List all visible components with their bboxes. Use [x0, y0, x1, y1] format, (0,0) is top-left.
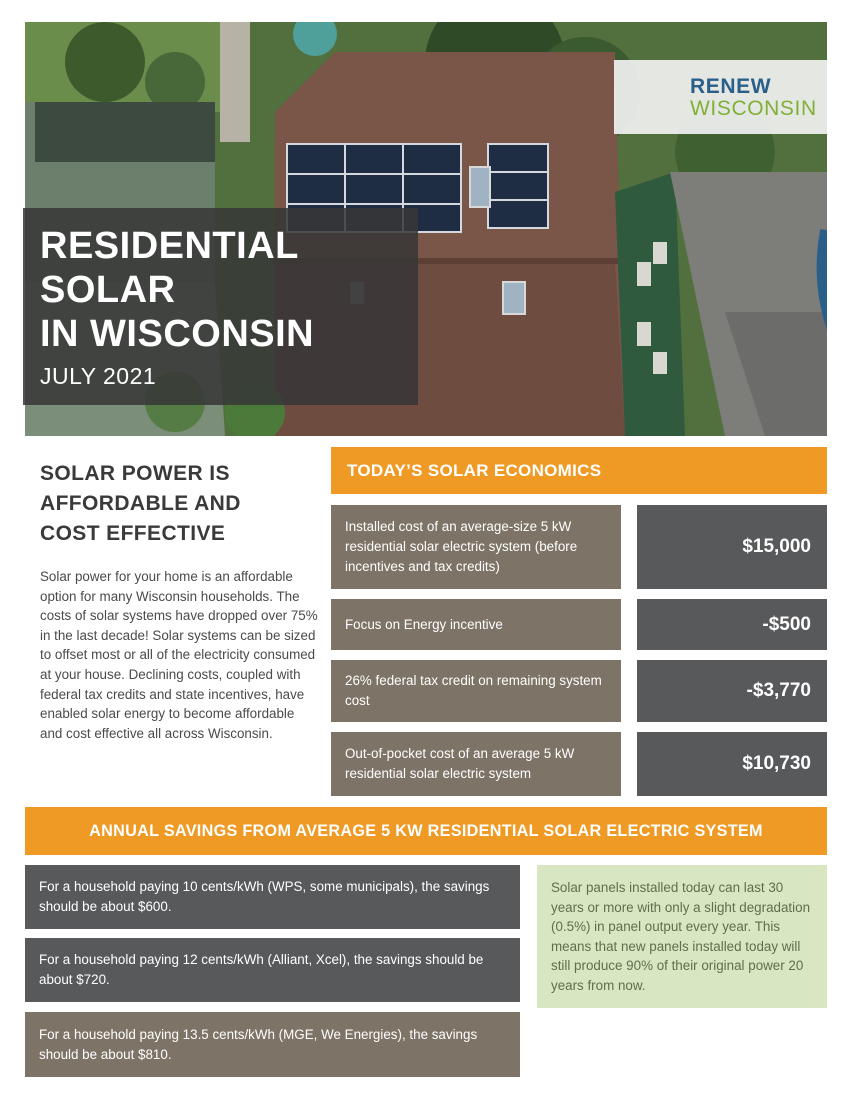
savings-heading: ANNUAL SAVINGS FROM AVERAGE 5 KW RESIDENTIAL SOLAR ELECTRIC SYSTEM	[25, 807, 827, 855]
intro-heading	[40, 459, 310, 549]
intro-body: Solar power for your home is an affordable option for many Wisconsin households. The costs of solar systems have dropped over 75% in the last decade! Solar systems can be sized to offset most or all of the electricity consumed at your house. Declining costs, coupled with federal tax credits and state incentives, have enabled solar energy to become affordable and cost effective all across Wisconsin.	[40, 569, 318, 741]
savings-row-10-cents: For a household paying 10 cents/kWh (WPS, some municipals), the savings should be about $600.	[25, 865, 520, 929]
economics-value-tax-credit: -$3,770	[637, 660, 827, 722]
economics-value-focus-incentive: -$500	[637, 599, 827, 650]
title-line-3: IN WISCONSIN	[40, 313, 315, 355]
logo-wisconsin-text: WISCONSIN	[690, 97, 817, 120]
economics-label-tax-credit: 26% federal tax credit on remaining system cost	[331, 660, 621, 722]
intro-heading-line-3: COST EFFECTIVE	[40, 522, 226, 545]
economics-heading: TODAY’S SOLAR ECONOMICS	[331, 447, 827, 494]
logo-renew-text: RENEW	[690, 75, 772, 98]
publication-date: JULY 2021	[40, 363, 157, 389]
economics-label-installed-cost: Installed cost of an average-size 5 kW residential solar electric system (before incentives and tax credits)	[331, 505, 621, 589]
title-line-2: SOLAR	[40, 269, 176, 311]
savings-row-12-cents: For a household paying 12 cents/kWh (Alliant, Xcel), the savings should be about $720.	[25, 938, 520, 1002]
intro-heading-line-2: AFFORDABLE AND	[40, 492, 241, 515]
title-overlay	[23, 208, 418, 405]
economics-value-installed-cost: $15,000	[637, 505, 827, 589]
title-line-1: RESIDENTIAL	[40, 225, 299, 267]
economics-value-out-of-pocket: $10,730	[637, 732, 827, 796]
logo-panel	[614, 60, 827, 134]
panel-lifespan-note: Solar panels installed today can last 30 years or more with only a slight degradation (0.5%) in panel output every year. This means that new panels installed today will still produce 90% of their original power 20 years from now.	[537, 865, 827, 1008]
intro-heading-line-1: SOLAR POWER IS	[40, 462, 230, 485]
savings-row-13-5-cents: For a household paying 13.5 cents/kWh (MGE, We Energies), the savings should be about $810.	[25, 1012, 520, 1077]
economics-label-focus-incentive: Focus on Energy incentive	[331, 599, 621, 650]
economics-label-out-of-pocket: Out-of-pocket cost of an average 5 kW residential solar electric system	[331, 732, 621, 796]
